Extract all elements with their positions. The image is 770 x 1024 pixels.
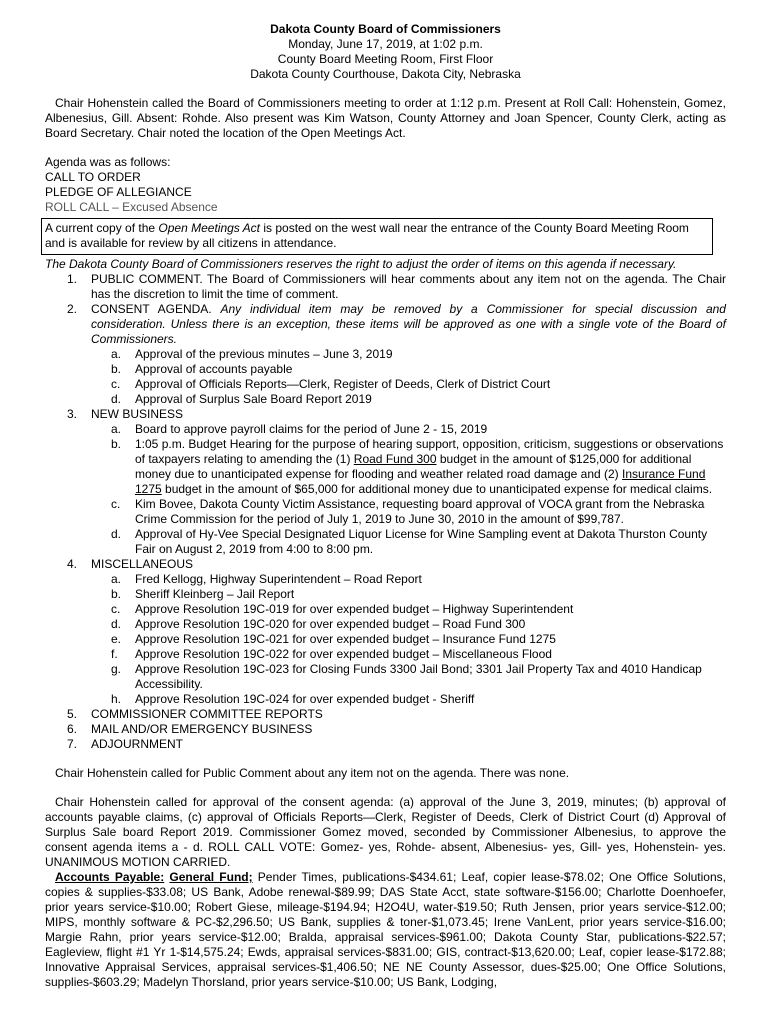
- sub-text: Approve Resolution 19C-019 for over expended budget – Highway Superintendent: [135, 602, 574, 616]
- roll-call: ROLL CALL – Excused Absence: [45, 200, 218, 214]
- sub-number: a.: [111, 572, 122, 586]
- sub-number: c.: [111, 377, 121, 391]
- agenda-item-mail: [45, 722, 726, 737]
- agenda-item-consent: [45, 302, 726, 407]
- pledge-of-allegiance: PLEDGE OF ALLEGIANCE: [45, 185, 192, 199]
- agenda-item-new-business: [45, 407, 726, 557]
- sub-number: c.: [111, 497, 121, 511]
- item-number: 2.: [67, 302, 78, 316]
- sub-number: e.: [111, 632, 122, 646]
- sub-item: [91, 662, 726, 692]
- sub-number: h.: [111, 692, 122, 706]
- notice-act-name: Open Meetings Act: [158, 221, 261, 235]
- accounts-payable-text: Pender Times, publications-$434.61; Leaf, copier lease-$78.02; One Office Solutions, copies & supplies-$33.08; US Bank, Adobe renewal-$89.99; DAS State Acct, state software-$156.00; Charlotte Doenhoefer, prior years service-$10.00; Robert Giese, mileage-$194.94; H2O4U, water-$19.50; Ruth Jensen, prior years service-$12.00; MIPS, monthly software & PC-$2,296.50; US Bank, supplies & toner-$1,073.45; Irene VanLent, prior years service-$16.00; Margie Rahn, prior years service-$12.00; Bralda, appraisal services-$961.00; Dakota County Star, publications-$22.57; Eagleview, flight #1 Yr 1-$14,575.24; Ewds, appraisal services-$831.00; GIS, contract-$13,620.00; Leaf, copier lease-$172.88; Innovative Appraisal Services, appraisal services-$1,406.50; NE NE County Assessor, dues-$25.00; One Office Solutions, supplies-$603.29; Madelyn Thorsland, prior years service-$10.00; US Bank, Lodging,: [45, 870, 726, 989]
- item-number: 5.: [67, 707, 78, 721]
- insurance-fund-link-text: Insurance Fund 1275: [135, 467, 706, 496]
- sub-item: [91, 632, 726, 647]
- item-text: MAIL AND/OR EMERGENCY BUSINESS: [91, 722, 313, 736]
- open-meetings-notice: [41, 218, 713, 255]
- sub-number: b.: [111, 437, 122, 451]
- sub-item: [91, 527, 726, 557]
- sub-item: [91, 497, 726, 527]
- sub-item: [91, 587, 726, 602]
- sub-text: Approval of Surplus Sale Board Report 2019: [135, 392, 372, 406]
- sub-item: [91, 647, 726, 662]
- sub-text: Approval of Hy-Vee Special Designated Liquor License for Wine Sampling event at Dakota Thurston County Fair on August 2, 2019 from 4:00 to 8:00 pm.: [135, 527, 708, 556]
- document-page: [45, 22, 726, 990]
- item-number: 4.: [67, 557, 78, 571]
- item-label: NEW BUSINESS: [91, 407, 184, 421]
- sub-item: [91, 692, 726, 707]
- notice-text-pre: A current copy of the: [45, 221, 159, 235]
- sub-text: Approval of the previous minutes – June 3, 2019: [135, 347, 393, 361]
- accounts-payable-paragraph: [45, 870, 726, 990]
- item-italic-text: Any individual item may be removed by a Commissioner for special discussion and consideration. Unless there is an exception, these items will be approved as one with a single vote of the Board of Commissioners.: [91, 302, 726, 346]
- sub-item: [91, 617, 726, 632]
- sub-number: b.: [111, 362, 122, 376]
- sub-text: Approval of Officials Reports—Clerk, Register of Deeds, Clerk of District Court: [135, 377, 551, 391]
- sub-text: Approve Resolution 19C-023 for Closing Funds 3300 Jail Bond; 3301 Jail Property Tax and 4010 Handicap Accessibility.: [135, 662, 702, 691]
- new-business-sublist: [91, 422, 726, 557]
- item-number: 6.: [67, 722, 78, 736]
- sub-item: [91, 347, 726, 362]
- agenda-item-committee-reports: [45, 707, 726, 722]
- sub-text: Approve Resolution 19C-022 for over expended budget – Miscellaneous Flood: [135, 647, 552, 661]
- intro-paragraph: Chair Hohenstein called the Board of Commissioners meeting to order at 1:12 p.m. Present at Roll Call: Hohenstein, Gomez, Albenesius, Gill. Absent: Rohde. Also present was Kim Watson, County Attorney and Joan Spencer, County Clerk, acting as Board Secretary. Chair noted the location of the Open Meetings Act.: [45, 96, 726, 140]
- public-comment-paragraph: Chair Hohenstein called for Public Comment about any item not on the agenda. There was none.: [55, 766, 570, 780]
- misc-sublist: [91, 572, 726, 707]
- meeting-date: Monday, June 17, 2019, at 1:02 p.m.: [288, 37, 483, 51]
- sub-number: a.: [111, 347, 122, 361]
- agenda-item-miscellaneous: [45, 557, 726, 707]
- consent-sublist: [91, 347, 726, 407]
- consent-approval-paragraph: Chair Hohenstein called for approval of the consent agenda: (a) approval of the June 3, 2019, minutes; (b) approval of accounts payable claims, (c) approval of Officials Reports—Clerk, Register of Deeds, Clerk of District Court (d) Approval of Surplus Sale board Report 2019. Commissioner Gomez moved, seconded by Commissioner Albenesius, to approve the consent agenda items a - d. ROLL CALL VOTE: Gomez- yes, Rohde- absent, Albenesius- yes, Gill- yes, Hohenstein- yes. UNANIMOUS MOTION CARRIED.: [45, 795, 726, 869]
- sub-number: g.: [111, 662, 122, 676]
- agenda-item-adjournment: [45, 737, 726, 752]
- item-text: COMMISSIONER COMMITTEE REPORTS: [91, 707, 323, 721]
- sub-text: budget in the amount of $125,000 for additional money due to unanticipated expense for flooding and weather related road damage and (2): [135, 452, 692, 481]
- road-fund-link-text: Road Fund 300: [353, 452, 437, 466]
- sub-item: [91, 437, 726, 497]
- sub-number: a.: [111, 422, 122, 436]
- item-label: CONSENT AGENDA.: [91, 302, 221, 316]
- sub-number: b.: [111, 587, 122, 601]
- sub-item: [91, 602, 726, 617]
- sub-text: Approve Resolution 19C-020 for over expended budget – Road Fund 300: [135, 617, 526, 631]
- sub-text: Fred Kellogg, Highway Superintendent – Road Report: [135, 572, 422, 586]
- item-number: 3.: [67, 407, 78, 421]
- sub-item: [91, 572, 726, 587]
- agenda-list: [45, 272, 726, 752]
- item-text: PUBLIC COMMENT. The Board of Commissioners will hear comments about any item not on the agenda. The Chair has the discretion to limit the time of comment.: [91, 272, 726, 301]
- notice-text-post: is posted on the west wall near the entrance of the County Board Meeting Room and is available for review by all citizens in attendance.: [45, 221, 689, 250]
- document-header: [45, 22, 726, 82]
- sub-text: Sheriff Kleinberg – Jail Report: [135, 587, 295, 601]
- sub-item: [91, 362, 726, 377]
- sub-text: 1:05 p.m. Budget Hearing for the purpose of hearing support, opposition, criticism, suggestions or observations of taxpayers relating to amending the (1): [135, 437, 724, 466]
- meeting-location: Dakota County Courthouse, Dakota City, Nebraska: [250, 67, 521, 81]
- agenda-item-public-comment: [45, 272, 726, 302]
- sub-text: budget in the amount of $65,000 for additional money due to unanticipated expense for medical claims.: [161, 482, 713, 496]
- sub-item: [91, 377, 726, 392]
- meeting-room: County Board Meeting Room, First Floor: [277, 52, 494, 66]
- sub-number: d.: [111, 527, 122, 541]
- sub-number: d.: [111, 392, 122, 406]
- reserve-note: The Dakota County Board of Commissioners reserves the right to adjust the order of items on this agenda if necessary.: [45, 257, 677, 271]
- item-label: MISCELLANEOUS: [91, 557, 194, 571]
- general-fund-label: General Fund;: [169, 870, 253, 884]
- sub-text: Approve Resolution 19C-024 for over expended budget - Sheriff: [135, 692, 475, 706]
- item-text: ADJOURNMENT: [91, 737, 183, 751]
- accounts-payable-label: Accounts Payable:: [55, 870, 165, 884]
- item-number: 7.: [67, 737, 78, 751]
- sub-number: f.: [111, 647, 118, 661]
- sub-text: Kim Bovee, Dakota County Victim Assistance, requesting board approval of VOCA grant from the Nebraska Crime Commission for the period of July 1, 2019 to June 30, 2010 in the amount of $99,787.: [135, 497, 705, 526]
- sub-item: [91, 392, 726, 407]
- call-to-order: CALL TO ORDER: [45, 170, 141, 184]
- sub-item: [91, 422, 726, 437]
- agenda-heading: Agenda was as follows:: [45, 155, 171, 169]
- item-number: 1.: [67, 272, 78, 286]
- sub-number: c.: [111, 602, 121, 616]
- document-title: Dakota County Board of Commissioners: [270, 22, 501, 36]
- sub-text: Approval of accounts payable: [135, 362, 293, 376]
- sub-text: Board to approve payroll claims for the period of June 2 - 15, 2019: [135, 422, 488, 436]
- sub-number: d.: [111, 617, 122, 631]
- sub-text: Approve Resolution 19C-021 for over expended budget – Insurance Fund 1275: [135, 632, 556, 646]
